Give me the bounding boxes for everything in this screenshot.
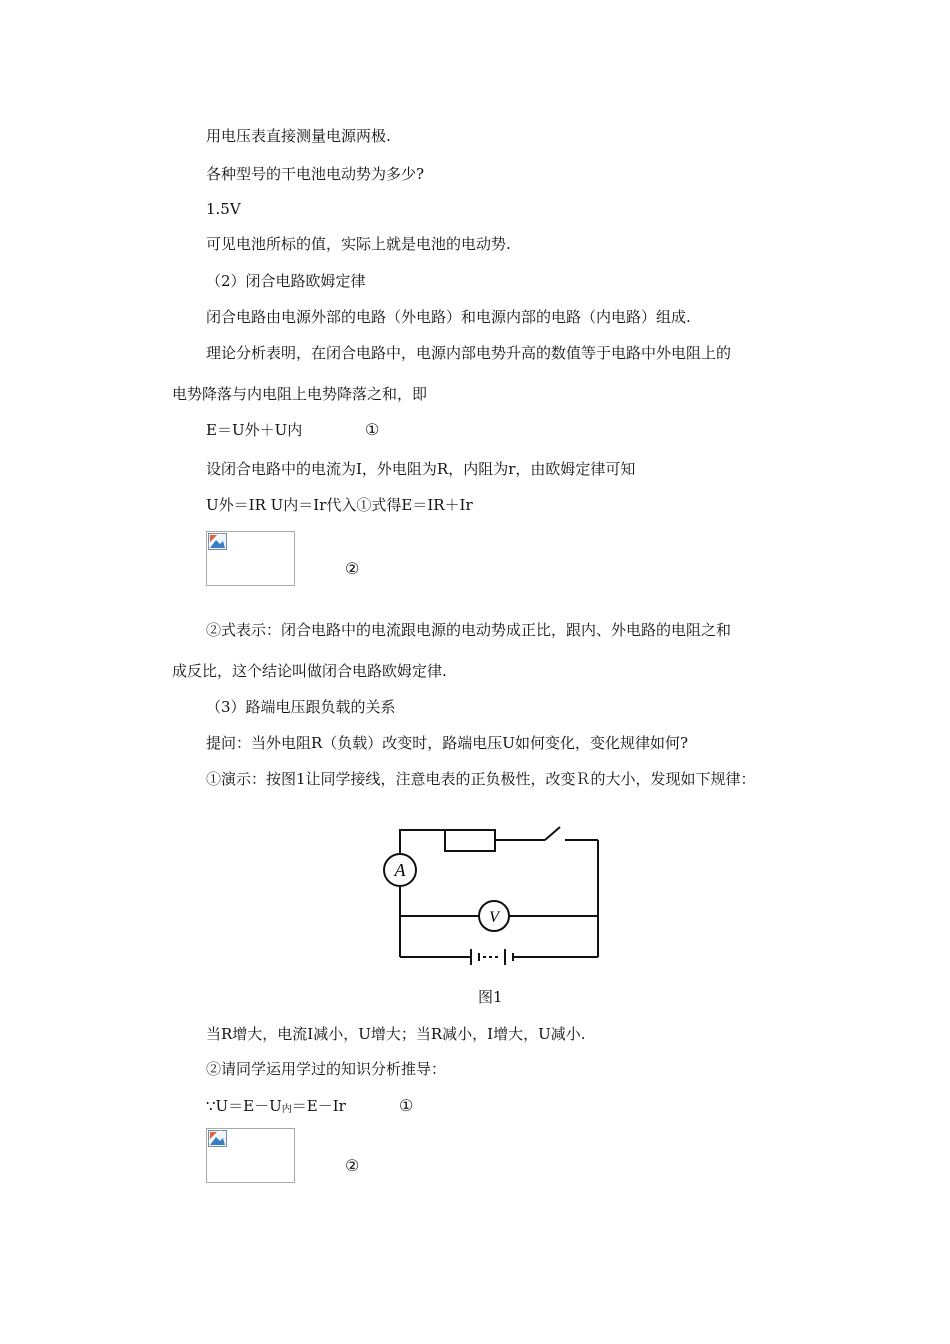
text-line: ②请同学运用学过的知识分析推导： xyxy=(206,1060,447,1078)
broken-image-icon xyxy=(208,1130,228,1148)
text-line: 各种型号的干电池电动势为多少? xyxy=(206,165,425,183)
text-line: 可见电池所标的值，实际上就是电池的电动势. xyxy=(206,235,511,253)
section-heading: （2）闭合电路欧姆定律 xyxy=(206,272,366,290)
text-line: 闭合电路由电源外部的电路（外电路）和电源内部的电路（内电路）组成. xyxy=(206,308,691,326)
formula-line: E＝U外＋U内 xyxy=(206,421,303,439)
equation-number: ① xyxy=(399,1096,414,1115)
formula-line: U外＝IR U内＝Ir代入①式得E＝IR＋Ir xyxy=(206,496,473,514)
figure-caption: 图1 xyxy=(478,988,503,1006)
equation-number: ② xyxy=(345,1156,360,1175)
formula-line xyxy=(206,1096,346,1120)
circuit-diagram xyxy=(375,805,615,965)
formula-part: ∵U＝E－U xyxy=(206,1097,282,1115)
broken-image xyxy=(206,531,295,586)
switch-blade xyxy=(545,827,560,840)
section-heading: （3）路端电压跟负载的关系 xyxy=(206,698,396,716)
text-line: 成反比，这个结论叫做闭合电路欧姆定律. xyxy=(172,662,447,680)
equation-number: ② xyxy=(345,559,360,578)
text-line: 提问：当外电阻R（负载）改变时，路端电压U如何变化，变化规律如何? xyxy=(206,734,688,752)
text-line: 用电压表直接测量电源两极. xyxy=(206,127,391,145)
wire xyxy=(400,830,445,853)
equation-number: ① xyxy=(365,420,380,439)
text-line: ①演示：按图1让同学接线，注意电表的正负极性，改变Ｒ的大小，发现如下规律： xyxy=(206,770,756,788)
text-line: 电势降落与内电阻上电势降落之和，即 xyxy=(172,385,428,403)
text-line: 设闭合电路中的电流为I，外电阻为R，内阻为r，由欧姆定律可知 xyxy=(206,460,636,478)
voltmeter-label: V xyxy=(489,909,499,926)
formula-subscript: 内 xyxy=(281,1104,292,1115)
text-line: ②式表示：闭合电路中的电流跟电源的电动势成正比，跟内、外电路的电阻之和 xyxy=(206,621,732,639)
text-line: 1.5V xyxy=(206,200,241,218)
text-line: 当R增大，电流I减小，U增大；当R减小，I增大，U减小. xyxy=(206,1025,586,1043)
text-line: 理论分析表明，在闭合电路中，电源内部电势升高的数值等于电路中外电阻上的 xyxy=(206,344,732,362)
rheostat xyxy=(445,830,495,851)
formula-part: ＝E－Ir xyxy=(291,1097,346,1115)
broken-image-icon xyxy=(208,533,228,551)
battery-symbol xyxy=(471,949,513,965)
broken-image xyxy=(206,1128,295,1183)
ammeter-label: A xyxy=(394,860,406,880)
